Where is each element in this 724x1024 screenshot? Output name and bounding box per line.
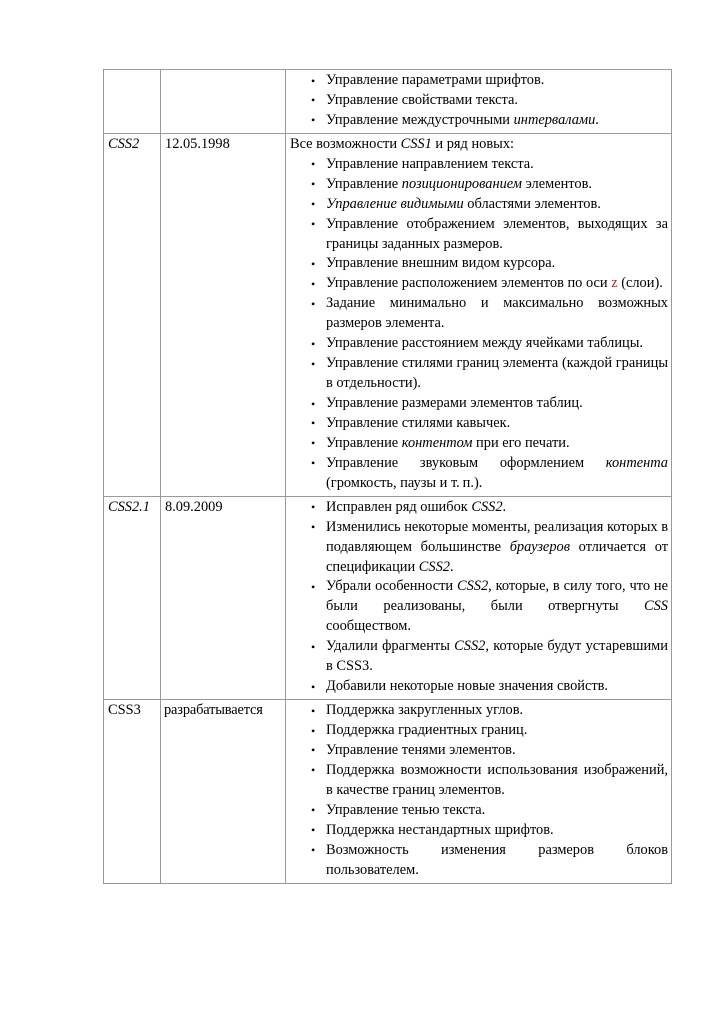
feature-list — [290, 155, 668, 494]
table-row — [104, 70, 672, 134]
list-item — [290, 394, 668, 414]
list-item-text: • Управление свойствами текста. — [326, 91, 518, 108]
list-item — [290, 111, 668, 131]
table-row — [104, 496, 672, 699]
feature-list — [290, 498, 668, 697]
list-item-text: • Управление тенью текста. — [326, 801, 486, 818]
list-item-text: • Управление внешним видом курсора. — [326, 255, 556, 272]
cell-version: CSS2 — [104, 133, 161, 496]
list-item-text: • Удалили фрагменты CSS2, которые будут устаревшими в CSS3. — [326, 638, 668, 675]
list-item-text: • Задание минимально и максимально возможных размеров элемента. — [326, 295, 668, 332]
cell-features — [286, 496, 672, 699]
list-item-text: • Убрали особенности CSS2, которые, в силу того, что не были реализованы, были отвергнуты CSS сообществом. — [326, 578, 668, 635]
list-item — [290, 741, 668, 761]
list-item — [290, 577, 668, 637]
list-item — [290, 294, 668, 334]
cell-intro-text: Все возможности CSS1 и ряд новых: — [290, 135, 515, 152]
list-item-text: • Исправлен ряд ошибок CSS2. — [326, 498, 507, 515]
list-item — [290, 254, 668, 274]
list-item — [290, 637, 668, 677]
list-item — [290, 677, 668, 697]
feature-list — [290, 701, 668, 880]
list-item — [290, 454, 668, 494]
list-item — [290, 498, 668, 518]
table-row — [104, 133, 672, 496]
list-item — [290, 274, 668, 294]
list-item — [290, 175, 668, 195]
list-item-text: • Поддержка градиентных границ. — [326, 722, 528, 738]
list-item-text: • Управление расположением элементов по оси z (слои). — [326, 275, 663, 292]
list-item — [290, 721, 668, 741]
list-item — [290, 91, 668, 111]
list-item — [290, 334, 668, 354]
list-item — [290, 215, 668, 255]
list-item — [290, 761, 668, 801]
list-item — [290, 801, 668, 821]
cell-features — [286, 133, 672, 496]
cell-features — [286, 70, 672, 134]
list-item-text: • Управление размерами элементов таблиц. — [326, 395, 583, 411]
list-item-text: • Возможность изменения размеров блоков пользователем. — [326, 841, 668, 878]
cell-features — [286, 700, 672, 883]
list-item — [290, 414, 668, 434]
list-item-text: • Управление контентом при его печати. — [326, 434, 570, 451]
list-item — [290, 354, 668, 394]
list-item-text: • Поддержка нестандартных шрифтов. — [326, 821, 554, 838]
list-item — [290, 841, 668, 881]
cell-version — [104, 70, 161, 134]
list-item-text: • Управление направлением текста. — [326, 155, 534, 172]
z-axis-term: z — [611, 275, 618, 292]
list-item-text: • Изменились некоторые моменты, реализация которых в подавляющем большинстве браузеров отличается от спецификации CSS2. — [326, 518, 668, 575]
list-item-text: • Управление тенями элементов. — [326, 741, 516, 758]
list-item — [290, 434, 668, 454]
list-item — [290, 518, 668, 578]
list-item-text: • Управление междустрочными интервалами. — [326, 111, 599, 128]
cell-version: CSS2.1 — [104, 496, 161, 699]
list-item-text: • Поддержка возможности использования изображений, в качестве границ элементов. — [326, 761, 668, 798]
list-item-text: • Управление отображением элементов, выходящих за границы заданных размеров. — [326, 215, 668, 252]
css-versions-table — [103, 69, 672, 884]
list-item-text: • Поддержка закругленных углов. — [326, 702, 524, 719]
list-item-text: • Управление стилями границ элемента (каждой границы в отдельности). — [326, 355, 668, 392]
table-row — [104, 700, 672, 883]
cell-date: 12.05.1998 — [161, 133, 286, 496]
cell-date: 8.09.2009 — [161, 496, 286, 699]
list-item — [290, 71, 668, 91]
feature-list — [290, 71, 668, 131]
list-item-text: • Добавили некоторые новые значения свойств. — [326, 678, 609, 695]
cell-date: разрабатывается — [161, 700, 286, 883]
cell-date — [161, 70, 286, 134]
list-item-text: • Управление стилями кавычек. — [326, 414, 511, 431]
list-item — [290, 821, 668, 841]
list-item-text: • Управление расстоянием между ячейками таблицы. — [326, 335, 643, 352]
list-item-text: • Управление звуковым оформлением контента (громкость, паузы и т. п.). — [326, 454, 668, 491]
list-item — [290, 195, 668, 215]
list-item-text: • Управление видимыми областями элементов. — [326, 195, 601, 212]
list-item-text: • Управление позиционированием элементов. — [326, 175, 592, 192]
list-item — [290, 701, 668, 721]
list-item — [290, 155, 668, 175]
cell-version: CSS3 — [104, 700, 161, 883]
list-item-text: • Управление параметрами шрифтов. — [326, 72, 545, 88]
